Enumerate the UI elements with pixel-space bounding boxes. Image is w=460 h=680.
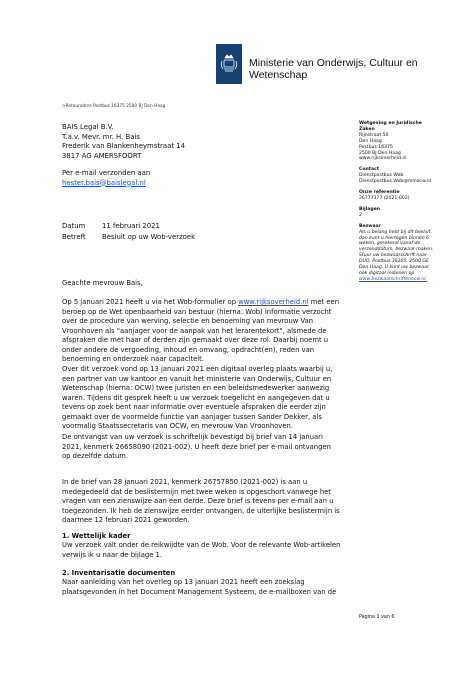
contact-line-1: Dienstpostbus Wob <box>359 173 404 179</box>
website[interactable]: www.rijksoverheid.nl <box>359 156 407 162</box>
p2-line-7: voormalig Staatssecretaris van OCW, en mevrouw Van Vroonhoven. <box>62 422 293 430</box>
p1-line-4: Vroonhoven als "aanjager voor de aanpak van het lerarentekort", alsmede de <box>62 326 327 335</box>
s2-line-2: plaatsgevonden in het Document Management Systeem, de e-mailboxen van de <box>62 587 337 596</box>
p1-line-7: benoeming en onderzoek naar capaciteit. <box>62 355 205 363</box>
p1-line-1-start: Op 5 januari 2021 heeft u via het Wob-formulier op <box>62 298 239 306</box>
contact-email[interactable]: Dienstpostbus.Wob@minocw.nl <box>359 179 431 185</box>
objection-text-2: dan kunt u hiertegen binnen 6 <box>359 235 429 241</box>
objection-text-5: Stuur uw bezwaarschrift naar <box>359 253 427 259</box>
p4-line-2: medegedeeld dat de beslistermijn met twee weken is opgeschort vanwege het <box>62 487 331 496</box>
p2-line-1: Over dit verzoek vond op 13 januari 2021 een digitaal overleg plaats waarbij u, <box>62 365 333 373</box>
section-1-text <box>62 541 362 560</box>
postbus: Postbus 16375 <box>359 144 393 150</box>
section-2-text <box>62 578 362 597</box>
objection-text-1: Als u belang hebt bij dit besluit, <box>359 229 432 235</box>
recipient-line-4: 3817 AG AMERSFOORT <box>62 151 142 160</box>
paragraph-4 <box>62 478 362 526</box>
date-label: Datum <box>62 222 86 230</box>
p3-line-1: De ontvangst van uw verzoek is schriftelijk bevestigd bij brief van 14 januari <box>62 433 323 441</box>
p1-line-3: over de procedure van werving, selectie en benoeming van mevrouw Van <box>62 317 314 325</box>
postcode: 2500 BJ Den Haag <box>359 150 401 156</box>
objection-text-8: ook digitaal indienen op <box>359 270 415 276</box>
email-notice-label: Per e-mail verzonden aan <box>62 169 151 177</box>
section-heading-2: 2. Inventarisatie documenten <box>62 569 176 577</box>
ministry-line-1: Ministerie van Onderwijs, Cultuur en <box>249 57 418 69</box>
p2-line-4: waren. Tijdens dit gesprek heeft u uw verzoek toegelicht en aangegeven dat u <box>62 393 330 402</box>
city: Den Haag <box>359 138 382 144</box>
p2-line-5: tevens op zoek bent naar informatie over eventuele afspraken die eerder zijn <box>62 403 326 411</box>
return-address: >Retouradres Postbus 16375 2500 BJ Den Haag <box>62 104 166 109</box>
recipient-line-1: BAIS Legal B.V. <box>62 123 114 131</box>
paragraph-1 <box>62 298 362 365</box>
recipient-address <box>62 123 185 161</box>
salutation: Geachte mevrouw Bais, <box>62 279 143 287</box>
street: Rijnstraat 50 <box>359 132 389 138</box>
section-heading-1: 1. Wettelijk kader <box>62 532 131 540</box>
objection-link[interactable]: www.bezwaarschriftenocw.nl. <box>359 276 427 282</box>
subject-label: Betreft <box>62 233 86 241</box>
ministry-name <box>249 57 418 81</box>
p1-line-6: onder andere de vergoeding, inhoud en omvang, opdracht(en), reden van <box>62 345 315 354</box>
p1-line-5: afspraken die met haar of derden zijn gemaakt over deze rol. Daarbij noemt u <box>62 336 329 344</box>
attachments-label: Bijlagen <box>359 206 380 212</box>
date-value: 11 februari 2021 <box>102 222 160 230</box>
email-notice <box>62 169 150 188</box>
s2-line-1: Naar aanleiding van het overleg op 13 januari 2021 heeft een zoekslag <box>62 578 305 586</box>
department-line-1: Wetgeving en Juridische <box>359 121 422 126</box>
p1-line-1-end: met een <box>308 298 340 306</box>
objection-text-7: Den Haag. U kunt uw bezwaar <box>359 265 429 271</box>
page-number: Pagina 1 van 6 <box>359 615 395 620</box>
objection-text-3: weken, gerekend vanaf de <box>359 241 421 247</box>
department-line-2: Zaken <box>359 126 375 132</box>
p3-line-2: 2021, kenmerk 26658090 (2021-002). U heeft deze brief per e-mail ontvangen <box>62 442 331 451</box>
p3-line-3: op dezelfde datum. <box>62 452 129 460</box>
rijksoverheid-link[interactable]: www.rijksoverheid.nl <box>238 298 309 306</box>
attachments-value: 2 <box>359 212 362 218</box>
p4-line-3: vragen van een zienswijze aan een derde. Deze brief is tevens per e-mail aan u <box>62 497 334 505</box>
ministry-line-2: Wetenschap <box>249 69 308 81</box>
recipient-line-2: T.a.v. Mevr. mr. H. Bais <box>62 132 140 141</box>
objection-label: Bezwaar <box>359 223 381 229</box>
rijksoverheid-logo <box>216 44 242 84</box>
s1-line-1: Uw verzoek valt onder de reikwijdte van de Wob. Voor de relevante Wob-artikelen <box>62 541 341 549</box>
contact-label: Contact <box>359 167 380 173</box>
p4-line-1: In de brief van 28 januari 2021, kenmerk 26757850 (2021-002) is aan u <box>62 478 308 486</box>
p4-line-4: toegezonden. Ik heb de zienswijze eerder ontvangen, de uiterlijke beslistermijn is <box>62 506 340 515</box>
p4-line-5: daarmee 12 februari 2021 geworden. <box>62 516 190 524</box>
recipient-email-link[interactable]: hester.bais@baislegal.nl <box>62 178 146 187</box>
p2-line-3: Wetenschap (hierna: OCW) twee juristen en een beleidsmedewerker aanwezig <box>62 384 330 392</box>
paragraph-2 <box>62 365 362 432</box>
objection-text-6: DUO, Postbus 30205, 2500 GE <box>359 259 429 265</box>
subject-value: Besluit op uw Wob-verzoek <box>102 233 196 241</box>
p2-line-2: een partner van uw kantoor en vanuit het ministerie van Onderwijs, Cultuur en <box>62 374 332 383</box>
recipient-line-3: Frederik van Blankenheymstraat 14 <box>62 142 185 150</box>
p2-line-6: gemaakt over de voormelde functie van aanjager tussen Sander Dekker, als <box>62 412 322 421</box>
letter-meta <box>62 221 195 243</box>
paragraph-3 <box>62 433 362 462</box>
reference-value: 26777377 (2021-002) <box>359 195 410 201</box>
reference-label: Onze referentie <box>359 190 400 196</box>
sidebar-info <box>359 121 449 283</box>
s1-line-2: verwijs ik u naar de bijlage 1. <box>62 550 163 559</box>
objection-text-4: verzenddatum, bezwaar maken. <box>359 247 434 253</box>
p1-line-2: beroep op de Wet openbaarheid van bestuur (hierna: Wob) informatie verzocht <box>62 307 332 316</box>
